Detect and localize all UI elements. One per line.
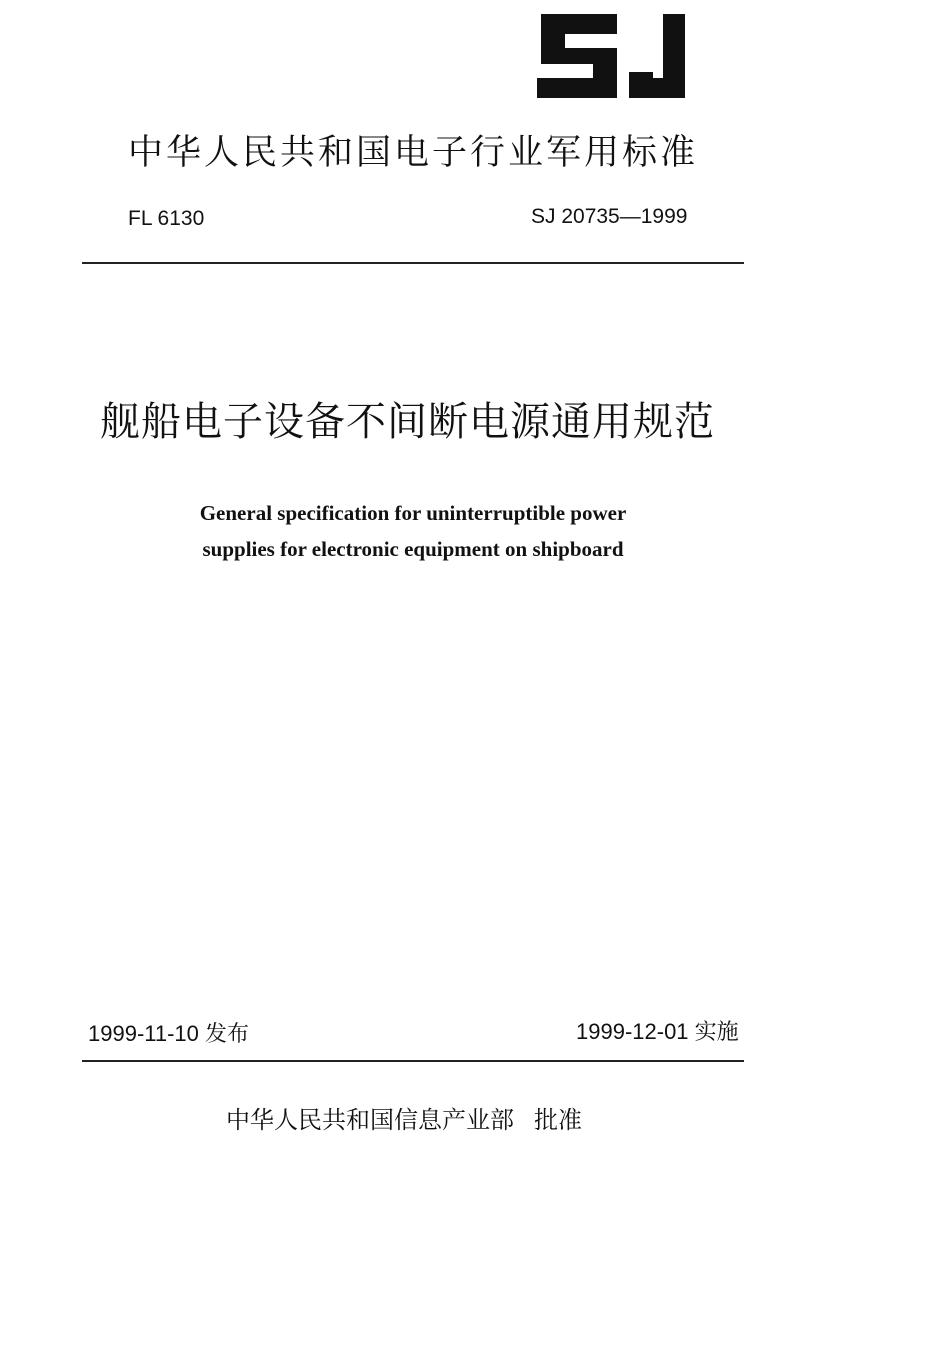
header-divider	[82, 262, 744, 264]
approving-authority: 中华人民共和国信息产业部	[226, 1106, 514, 1134]
sj-logo-letter-j	[629, 14, 685, 98]
approval-line	[226, 1108, 582, 1132]
sj-logo-letter-s	[537, 14, 617, 98]
classification-code: FL 6130	[128, 207, 205, 230]
document-title-english	[168, 495, 658, 567]
standard-number: SJ 20735—1999	[531, 205, 688, 228]
document-title-chinese: 舰船电子设备不间断电源通用规范	[100, 399, 715, 445]
standard-category-title: 中华人民共和国电子行业军用标准	[128, 133, 699, 173]
footer-divider	[82, 1060, 744, 1062]
english-title-line-2: supplies for electronic equipment on shipboard	[202, 537, 624, 561]
implementation-date: 1999-12-01 实施	[576, 1019, 739, 1044]
sj-logo	[533, 12, 689, 100]
english-title-line-1: General specification for uninterruptible power	[199, 501, 627, 525]
issue-date: 1999-11-10 发布	[88, 1021, 250, 1046]
approval-action: 批准	[534, 1106, 582, 1134]
